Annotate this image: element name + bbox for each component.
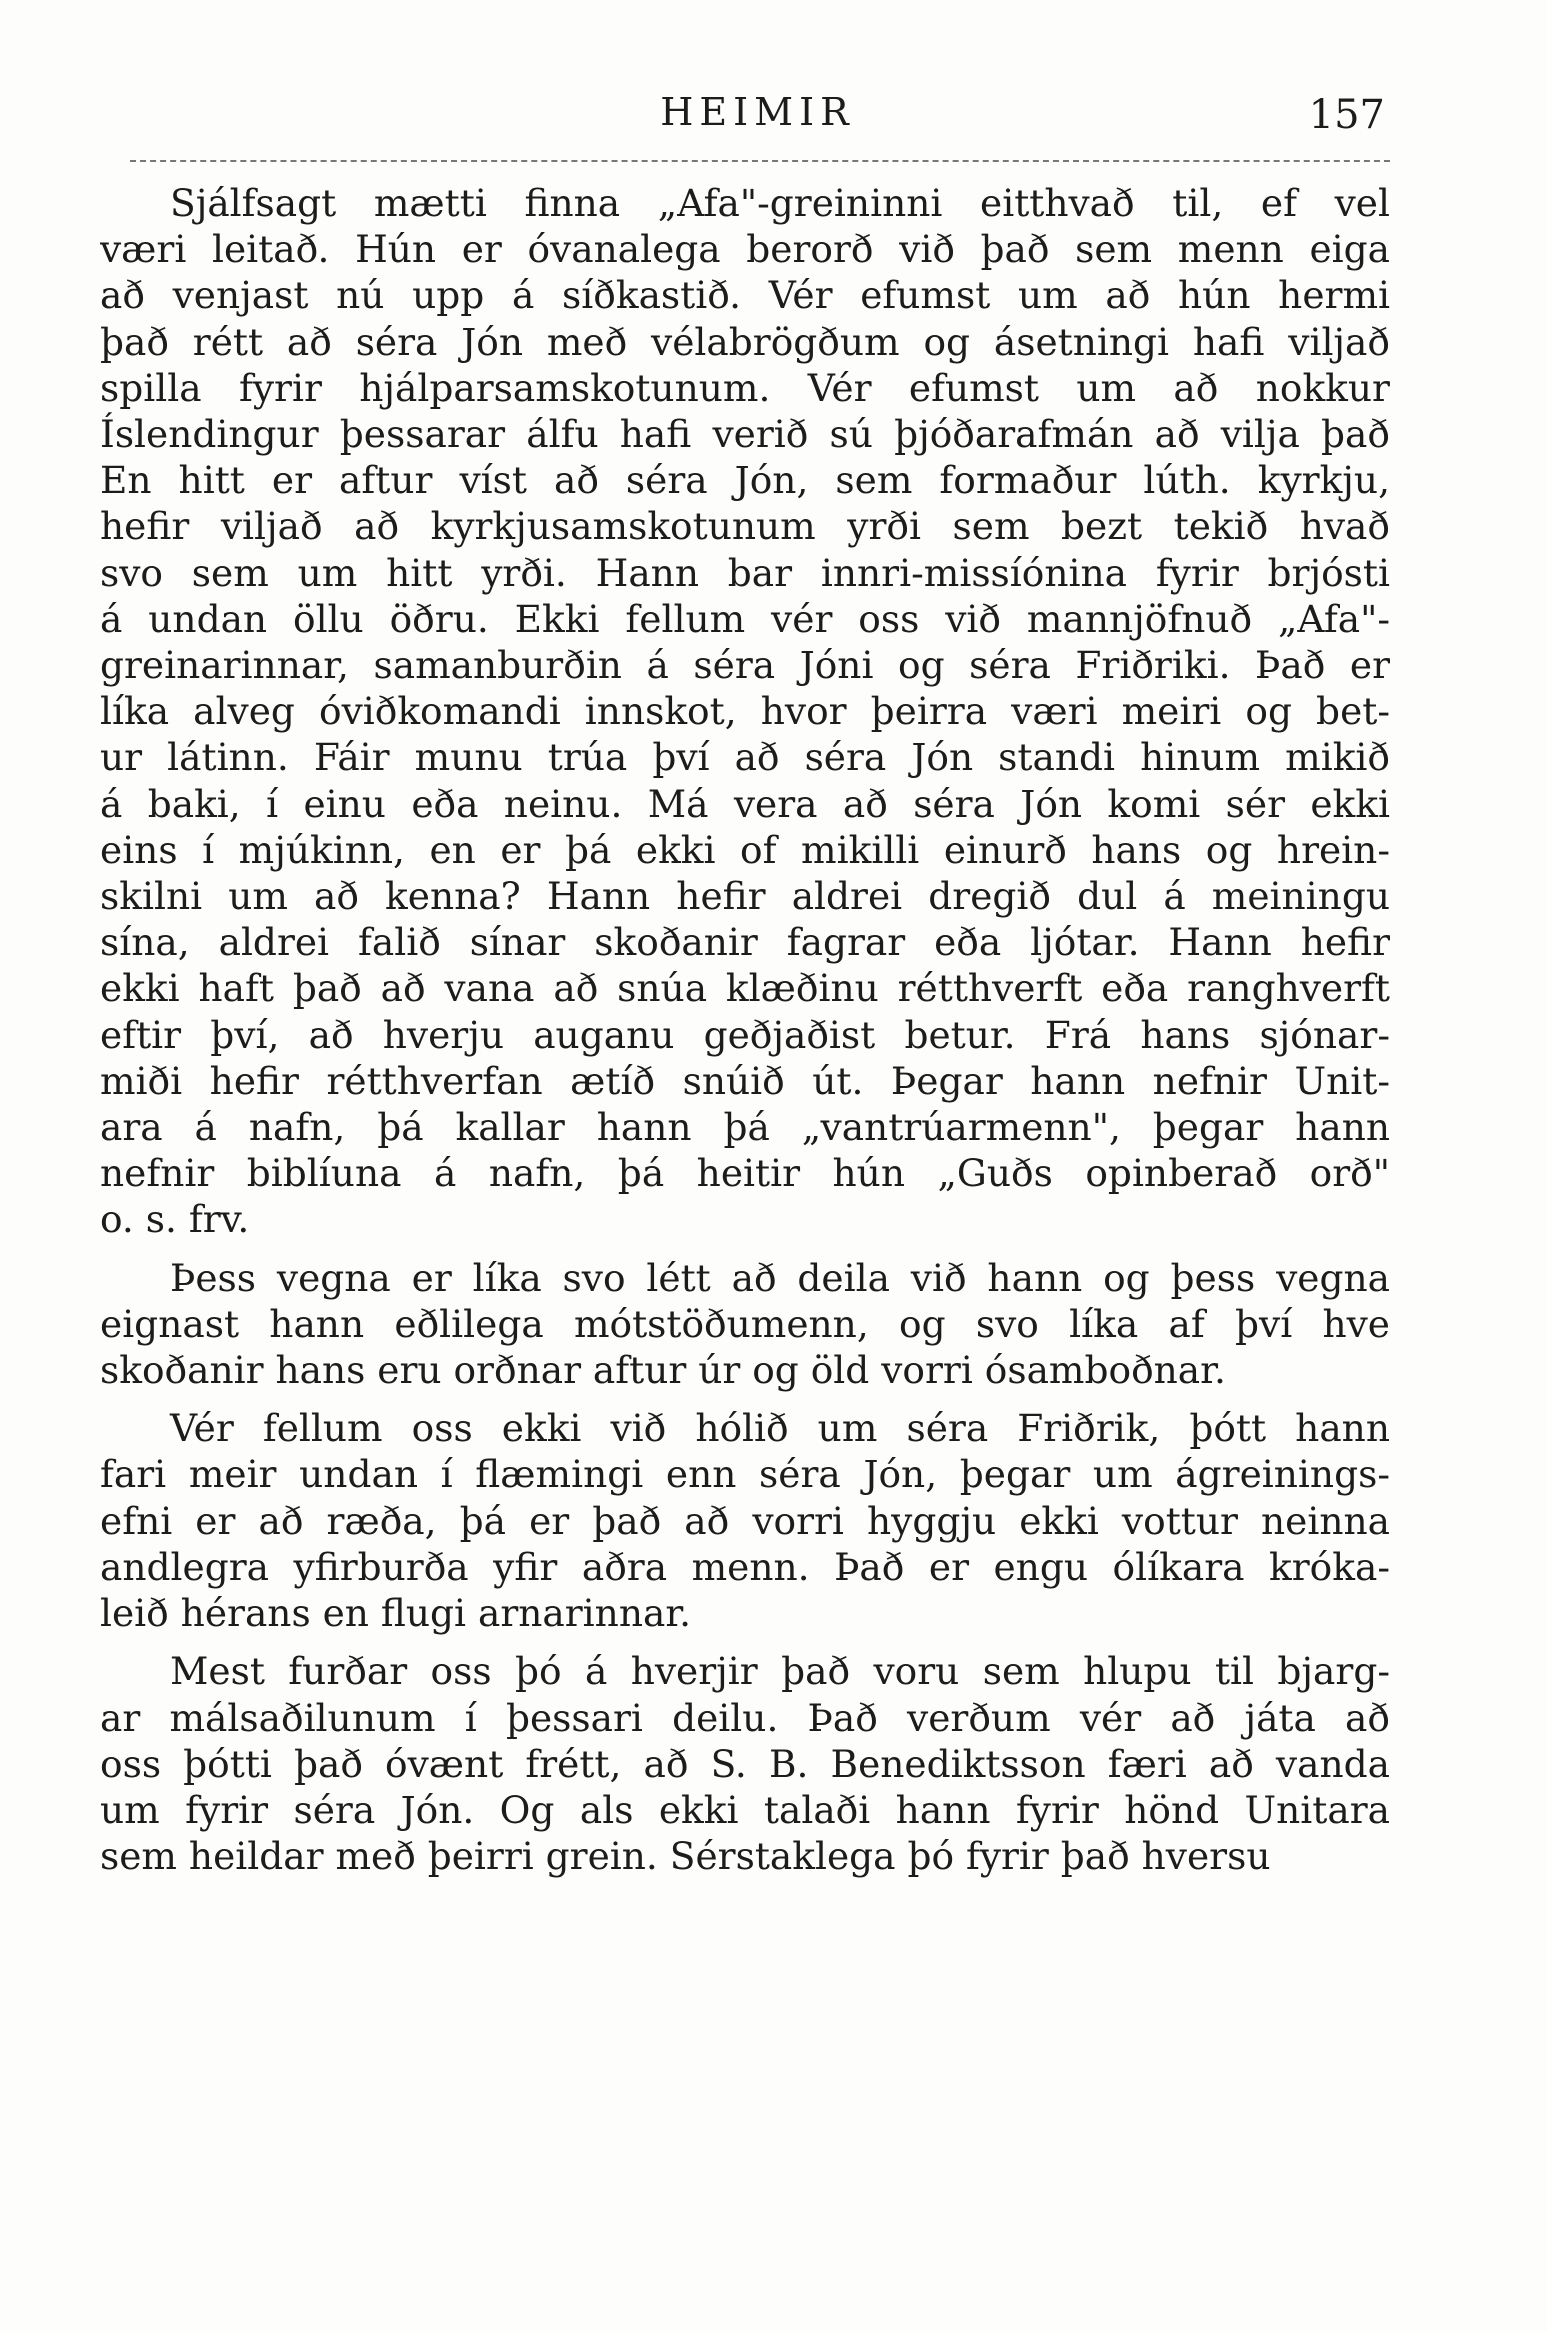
header-rule [130, 160, 1390, 162]
text-line: sem heildar með þeirri grein. Sérstaklega þó fyrir það hversu [100, 1834, 1271, 1879]
text-line: það rétt að séra Jón með vélabrögðum og ásetningi hafi viljað [100, 319, 1390, 364]
text-line: ekki haft það að vana að snúa klæðinu rétthverft eða ranghverft [100, 966, 1390, 1011]
text-line: Mest furðar oss þó á hverjir það voru sem hlupu til bjarg- [170, 1649, 1390, 1694]
text-line: Þess vegna er líka svo létt að deila við hann og þess vegna [170, 1255, 1390, 1300]
text-line: spilla fyrir hjálparsamskotunum. Vér efumst um að nokkur [100, 365, 1390, 410]
text-line: eignast hann eðlilega mótstöðumenn, og svo líka af því hve [100, 1301, 1390, 1346]
text-line: efni er að ræða, þá er það að vorri hyggju ekki vottur neinna [100, 1498, 1390, 1543]
text-line: væri leitað. Hún er óvanalega berorð við það sem menn eiga [100, 227, 1390, 272]
text-line: á baki, í einu eða neinu. Má vera að séra Jón komi sér ekki [100, 781, 1390, 826]
text-line: ur látinn. Fáir munu trúa því að séra Jón standi hinum mikið [100, 735, 1390, 780]
text-line: skoðanir hans eru orðnar aftur úr og öld vorri ósamboðnar. [100, 1348, 1226, 1393]
text-line: á undan öllu öðru. Ekki fellum vér oss við mannjöfnuð „Afa"- [100, 596, 1390, 641]
text-line: um fyrir séra Jón. Og als ekki talaði hann fyrir hönd Unitara [100, 1787, 1390, 1832]
text-line: sína, aldrei falið sínar skoðanir fagrar eða ljótar. Hann hefir [100, 920, 1390, 965]
paragraph [100, 1648, 1390, 1879]
body-text [100, 180, 1390, 1879]
text-line: eins í mjúkinn, en er þá ekki of mikilli einurð hans og hrein- [100, 827, 1390, 872]
text-line: miði hefir rétthverfan ætíð snúið út. Þegar hann nefnir Unit- [100, 1058, 1390, 1103]
paragraph-gap [100, 1636, 1390, 1648]
text-line: En hitt er aftur víst að séra Jón, sem formaður lúth. kyrkju, [100, 458, 1390, 503]
text-line: Vér fellum oss ekki við hólið um séra Friðrik, þótt hann [170, 1406, 1390, 1451]
text-line: Íslendingur þessarar álfu hafi verið sú þjóðarafmán að vilja það [100, 412, 1390, 457]
paragraph [100, 1255, 1390, 1394]
text-line: líka alveg óviðkomandi innskot, hvor þeirra væri meiri og bet- [100, 689, 1390, 734]
text-line: andlegra yfirburða yfir aðra menn. Það er engu ólíkara króka- [100, 1544, 1390, 1589]
paragraph-gap [100, 1393, 1390, 1405]
text-line: hefir viljað að kyrkjusamskotunum yrði sem bezt tekið hvað [100, 504, 1390, 549]
text-line: o. s. frv. [100, 1197, 250, 1242]
text-line: svo sem um hitt yrði. Hann bar innri-missíónina fyrir brjósti [100, 550, 1390, 595]
text-line: greinarinnar, samanburðin á séra Jóni og séra Friðriki. Það er [100, 643, 1390, 688]
text-line: fari meir undan í flæmingi enn séra Jón, þegar um ágreinings- [100, 1452, 1390, 1497]
paragraph [100, 1405, 1390, 1636]
text-line: nefnir biblíuna á nafn, þá heitir hún „Guðs opinberað orð" [100, 1151, 1390, 1196]
text-line: Sjálfsagt mætti finna „Afa"-greininni eitthvað til, ef vel [170, 181, 1390, 225]
text-line: eftir því, að hverju auganu geðjaðist betur. Frá hans sjónar- [100, 1012, 1390, 1057]
page-number: 157 [1308, 92, 1385, 138]
text-line: ara á nafn, þá kallar hann þá „vantrúarmenn", þegar hann [100, 1105, 1390, 1150]
text-line: ar málsaðilunum í þessari deilu. Það verðum vér að játa að [100, 1695, 1390, 1740]
running-title: HEIMIR [660, 90, 855, 134]
paragraph [100, 180, 1390, 1243]
text-line: oss þótti það óvænt frétt, að S. B. Benediktsson færi að vanda [100, 1741, 1390, 1786]
page-header [130, 80, 1385, 160]
text-line: að venjast nú upp á síðkastið. Vér efumst um að hún hermi [100, 273, 1390, 318]
text-line: leið hérans en flugi arnarinnar. [100, 1591, 692, 1636]
text-line: skilni um að kenna? Hann hefir aldrei dregið dul á meiningu [100, 874, 1390, 919]
paragraph-gap [100, 1243, 1390, 1255]
